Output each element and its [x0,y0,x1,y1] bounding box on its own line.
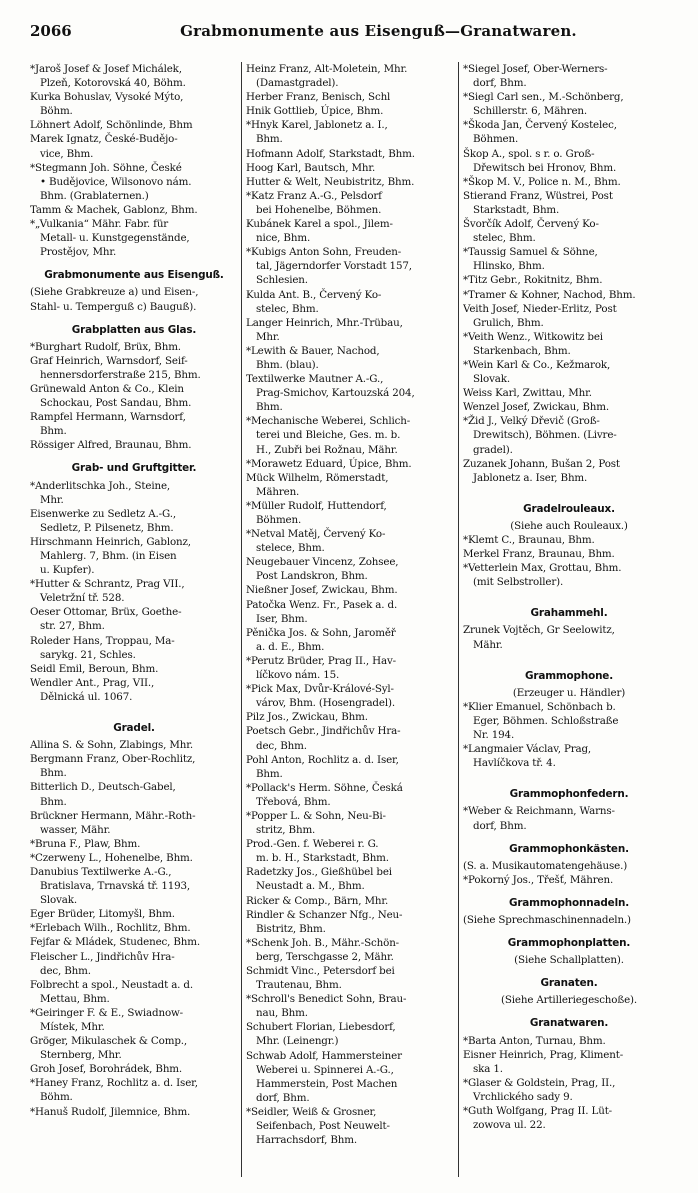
spacer [463,589,675,597]
entry-line: Seidl Emil, Beroun, Bhm. [30,662,159,675]
entry-line: *Schroll's Benedict Sohn, Brau- [246,993,407,1006]
entry-line: Marek Ignatz, České-Budějo- [30,133,178,146]
spacer [463,770,675,778]
column-divider [241,62,242,1177]
section-heading: Grabmonumente aus Eisenguß. [44,269,224,282]
entry-continuation: Slovak. [473,373,510,386]
column-middle [246,62,454,1177]
entry-line: *Langmaier Václav, Prag, [463,743,592,756]
entry-line: *Netval Matěj, Červený Ko- [246,528,386,541]
entry-line: Löhnert Adolf, Schönlinde, Bhm [30,119,193,132]
entry-continuation: stritz, Bhm. [256,824,316,837]
entry-line: Eisenwerke zu Sedletz A.-G., [30,507,176,520]
entry-line: *Barta Anton, Turnau, Bhm. [463,1034,606,1047]
entry-continuation: Dělnická ul. 1067. [40,690,133,703]
entry-line: Mück Wilhelm, Römerstadt, [246,471,389,484]
entry-continuation: zowova ul. 22. [473,1119,546,1132]
entry-line: Ricker & Comp., Bärn, Mhr. [246,894,389,907]
entry-line: Radetzky Jos., Gießhübel bei [246,866,392,879]
entry-continuation: Schillerstr. 6, Mähren. [473,105,587,118]
entry-line: *Weber & Reichmann, Warns- [463,805,615,818]
entry-line: *Guth Wolfgang, Prag II. Lüt- [463,1105,613,1117]
entry-line: Rampfel Hermann, Warnsdorf, [30,411,186,424]
entry-continuation: dorf, Bhm. [473,819,527,832]
entry-line: *Pollack's Herm. Söhne, Česká [246,781,403,794]
entry-continuation: Jablonetz a. Iser, Bhm. [473,471,588,484]
entry-continuation: Hammerstein, Post Machen [256,1077,398,1090]
entry-continuation: vice, Bhm. [40,147,94,160]
entry-continuation: stelec, Bhm. [473,232,536,245]
entry-line: Neugebauer Vincenz, Zohsee, [246,556,399,569]
entry-line: Eisner Heinrich, Prag, Kliment- [463,1048,624,1061]
entry-continuation: stelece, Bhm. [256,542,325,555]
entry-line: Wenzel Josef, Zwickau, Bhm. [463,401,610,414]
section-heading: Granaten. [540,977,598,990]
column-divider [458,62,459,1177]
column-left [30,62,238,1177]
entry-line: Rössiger Alfred, Braunau, Bhm. [30,439,192,452]
entry-line: Pěnička Jos. & Sohn, Jaroměř [246,626,396,639]
entry-line: *Taussig Samuel & Söhne, [463,246,598,259]
entry-continuation: Mhr. [40,493,64,506]
entry-continuation: Mähren. [256,485,300,498]
entry-line: *Haney Franz, Rochlitz a. d. Iser, [30,1077,198,1090]
entry-continuation: dorf, Bhm. [256,1091,310,1104]
entry-line: *Stegmann Joh. Söhne, České [30,161,182,174]
entry-line: *Tramer & Kohner, Nachod, Bhm. [463,288,636,301]
entry-line: Nießner Josef, Zwickau, Bhm. [246,584,398,597]
entry-line: (S. a. Musikautomatengehäuse.) [463,859,628,872]
entry-line: Stierand Franz, Wüstrei, Post [463,189,613,202]
entry-continuation: Grulich, Bhm. [473,316,544,329]
entry-continuation: H., Zubři bei Rožnau, Mähr. [256,443,398,456]
entry-continuation: Iser, Bhm. [256,612,308,625]
entry-line: Grünewald Anton & Co., Klein [30,382,184,395]
entry-continuation: Slovak. [40,894,77,907]
entry-continuation: Starkstadt, Bhm. [473,203,560,216]
section-heading: Grammophone. [524,669,614,682]
entry-continuation: m. b. H., Starkstadt, Bhm. [256,852,389,865]
entry-continuation: Mähr. [473,638,503,651]
entry-line: Fleischer L., Jindřichův Hra- [30,950,175,963]
entry-line: *Katz Franz A.-G., Pelsdorf [246,189,382,202]
entry-line: Gröger, Mikulaschek & Comp., [30,1035,188,1048]
entry-line: Schmidt Vinc., Petersdorf bei [246,965,395,977]
entry-line: Kurka Bohuslav, Vysoké Mýto, [30,91,184,104]
entry-continuation: Neustadt a. M., Bhm. [256,880,365,893]
entry-continuation: Bistritz, Bhm. [256,922,326,935]
entry-line: Groh Josef, Borohrádek, Bhm. [30,1063,183,1076]
entry-line: *Hutter & Schrantz, Prag VII., [30,578,185,591]
entry-line: *Morawetz Eduard, Úpice, Bhm. [246,457,412,470]
entry-continuation: tal, Jägerndorfer Vorstadt 157, [256,260,412,273]
entry-continuation: Bratislava, Trnavská tř. 1193, [40,880,191,893]
entry-line: *Bruna F., Plaw, Bhm. [30,837,141,850]
entry-line: *Schenk Joh. B., Mähr.-Schön- [246,936,399,949]
section-heading: Gradel. [113,722,155,735]
entry-continuation: Sternberg, Mhr. [40,1049,122,1062]
entry-line: Stahl- u. Temperguß c) Bauguß). [30,300,197,313]
entry-line: Oeser Ottomar, Brüx, Goethe- [30,606,182,619]
entry-continuation: (Damastgradel). [256,77,339,90]
entry-line: *Škop M. V., Police n. M., Bhm. [463,175,621,188]
entry-continuation: Eger, Böhmen. Schloßstraße [473,714,619,727]
directory-columns [30,62,675,1177]
entry-line: *Mechanische Weberei, Schlich- [246,415,411,428]
entry-line: Wendler Ant., Prag, VII., [30,676,155,689]
entry-continuation: dorf, Bhm. [473,77,527,90]
entry-line: Hnik Gottlieb, Úpice, Bhm. [246,105,384,118]
entry-continuation: Bhm. (Grablaternen.) [40,189,149,202]
entry-line: *Czerweny L., Hohenelbe, Bhm. [30,851,193,864]
entry-line: Bitterlich D., Deutsch-Gabel, [30,781,176,794]
entry-line: (Siehe Grabkreuze a) und Eisen-, [30,286,199,299]
entry-line: Švorčík Adolf, Červený Ko- [463,218,599,231]
entry-continuation: Schockau, Post Sandau, Bhm. [40,397,192,410]
entry-line: Schubert Florian, Liebesdorf, [246,1021,396,1034]
entry-continuation: str. 27, Bhm. [40,620,105,633]
page-number: 2066 [30,22,72,40]
entry-line: *Jaroš Josef & Josef Michálek, [30,63,182,75]
entry-continuation: Böhmen. [256,514,302,526]
entry-continuation: Mettau, Bhm. [40,992,110,1005]
entry-continuation: Nr. 194. [473,729,515,742]
entry-continuation: • Budějovice, Wilsonovo nám. [40,175,192,188]
column-right [463,62,675,1177]
entry-line: Rindler & Schanzer Nfg., Neu- [246,908,403,921]
entry-line: *Siegl Carl sen., M.-Schönberg, [463,91,624,104]
entry-line: *Žid J., Velký Dřevič (Groß- [463,415,600,428]
entry-line: *Geiringer F. & E., Swiadnow- [30,1006,184,1019]
entry-line: *Siegel Josef, Ober-Werners- [463,63,608,75]
entry-line: Schwab Adolf, Hammersteiner [246,1049,402,1062]
entry-line: Eger Brüder, Litomyšl, Bhm. [30,908,175,921]
entry-continuation: Starkenbach, Bhm. [473,344,571,357]
entry-line: (Siehe Sprechmaschinennadeln.) [463,913,631,926]
entry-line: Hoog Karl, Bautsch, Mhr. [246,161,376,174]
entry-line: Bergmann Franz, Ober-Rochlitz, [30,753,196,766]
entry-continuation: Bhm. (blau). [256,358,319,371]
entry-continuation: Havlíčkova tř. 4. [473,757,556,770]
entry-continuation: wasser, Mähr. [40,823,111,836]
entry-line: Textilwerke Mautner A.-G., [246,373,384,386]
entry-line: Allina S. & Sohn, Zlabings, Mhr. [30,739,194,752]
section-note: (Siehe Artilleriegeschoße). [500,994,637,1007]
entry-continuation: Böhm. [40,1091,73,1104]
entry-continuation: a. d. E., Bhm. [256,640,325,653]
spacer [463,652,675,660]
entry-line: Hirschmann Heinrich, Gablonz, [30,535,191,548]
entry-line: Pohl Anton, Rochlitz a. d. Iser, [246,753,399,766]
entry-continuation: Bhm. [256,401,283,414]
entry-continuation: Metall- u. Kunstgegenstände, [40,232,190,245]
entry-line: Zrunek Vojtěch, Gr Seelowitz, [463,624,615,637]
entry-continuation: bei Hohenelbe, Böhmen. [256,203,382,216]
entry-continuation: stelec, Bhm. [256,302,319,315]
entry-continuation: Bhm. [256,133,283,146]
section-note: (Siehe auch Rouleaux.) [510,519,628,532]
section-heading: Grahammehl. [530,607,608,620]
entry-line: Danubius Textilwerke A.-G., [30,865,172,878]
entry-line: Roleder Hans, Troppau, Ma- [30,634,175,647]
entry-line: Graf Heinrich, Warnsdorf, Seif- [30,354,188,367]
entry-line: *Perutz Brüder, Prag II., Hav- [246,654,396,667]
entry-line: *Pick Max, Dvůr-Králové-Syl- [246,683,394,696]
section-note: (Siehe Schallplatten). [514,954,624,967]
entry-line: Poetsch Gebr., Jindřichův Hra- [246,725,401,738]
entry-line: Škop A., spol. s r. o. Groß- [463,147,595,160]
entry-line: Heinz Franz, Alt-Moletein, Mhr. [246,63,408,75]
entry-line: Folbrecht a spol., Neustadt a. d. [30,978,193,991]
entry-continuation: Hlinsko, Bhm. [473,260,545,273]
entry-continuation: Mhr. (Leinengr.) [256,1035,339,1048]
entry-line: Pilz Jos., Zwickau, Bhm. [246,711,368,724]
entry-continuation: u. Kupfer). [40,564,95,577]
entry-line: Kulda Ant. B., Červený Ko- [246,288,382,301]
entry-line: *Titz Gebr., Rokitnitz, Bhm. [463,274,603,287]
entry-line: *Erlebach Wilh., Rochlitz, Bhm. [30,922,191,935]
entry-line: Brückner Hermann, Mähr.-Roth- [30,809,196,822]
entry-continuation: Prag-Smichov, Kartouzská 204, [256,387,415,400]
entry-continuation: Sedletz, P. Pilsenetz, Bhm. [40,521,174,534]
page-header [30,22,675,48]
entry-continuation: Plzeň, Kotorovská 40, Böhm. [40,77,186,90]
section-heading: Grammophonfedern. [509,788,629,801]
entry-continuation: Böhm. [40,105,73,118]
entry-line: *Müller Rudolf, Huttendorf, [246,499,387,512]
entry-continuation: nau, Bhm. [256,1007,308,1020]
entry-line: *Pokorný Jos., Třešť, Mähren. [463,873,614,886]
entry-line: Patočka Wenz. Fr., Pasek a. d. [246,598,398,611]
entry-continuation: terei und Bleiche, Ges. m. b. [256,429,401,442]
entry-continuation: Bhm. [256,767,283,780]
entry-line: Merkel Franz, Braunau, Bhm. [463,548,615,561]
entry-continuation: Dřewitsch bei Hronov, Bhm. [473,161,617,174]
entry-continuation: Místek, Mhr. [40,1021,105,1033]
entry-continuation: Třebová, Bhm. [256,795,331,808]
entry-continuation: sarykg. 21, Schles. [40,648,136,661]
entry-line: *Kubigs Anton Sohn, Freuden- [246,246,402,259]
entry-continuation: líčkovo nám. 15. [256,669,340,682]
entry-line: *Vetterlein Max, Grottau, Bhm. [463,562,622,575]
entry-line: Tamm & Machek, Gablonz, Bhm. [30,203,198,216]
entry-continuation: Post Landskron, Bhm. [256,570,368,583]
entry-line: *Veith Wenz., Witkowitz bei [463,330,603,343]
entry-line: *Seidler, Weiß & Grosner, [246,1105,377,1118]
entry-continuation: Seifenbach, Post Neuwelt- [256,1120,390,1133]
entry-line: Hofmann Adolf, Starkstadt, Bhm. [246,147,415,160]
section-note: (Erzeuger u. Händler) [512,686,626,699]
entry-line: *Burghart Rudolf, Brüx, Bhm. [30,340,181,353]
section-heading: Grammophonnadeln. [508,896,630,909]
entry-continuation: várov, Bhm. (Hosengradel). [256,697,395,710]
entry-line: *Klier Emanuel, Schönbach b. [463,700,616,713]
entry-line: *Škoda Jan, Červený Kostelec, [463,119,617,132]
entry-line: Zuzanek Johann, Bušan 2, Post [463,457,620,470]
entry-line: Hutter & Welt, Neubistritz, Bhm. [246,175,415,188]
section-heading: Grammophonkästen. [509,842,629,855]
entry-line: Langer Heinrich, Mhr.-Trübau, [246,316,403,329]
entry-continuation: Drewitsch), Böhmen. (Livre- [473,429,617,442]
entry-continuation: Vrchlického sady 9. [473,1090,573,1103]
entry-line: Kubánek Karel a spol., Jilem- [246,218,393,231]
entry-line: *Glaser & Goldstein, Prag, II., [463,1076,616,1089]
entry-line: *Wein Karl & Co., Kežmarok, [463,358,611,371]
spacer [463,485,675,493]
entry-continuation: gradel). [473,443,513,456]
entry-line: Prod.-Gen. f. Weberei r. G. [246,838,379,851]
entry-line: Fejfar & Mládek, Studenec, Bhm. [30,936,201,949]
entry-continuation: nice, Bhm. [256,232,311,245]
entry-line: *Popper L. & Sohn, Neu-Bi- [246,809,386,822]
entry-line: *Lewith & Bauer, Nachod, [246,344,380,357]
entry-continuation: Trautenau, Bhm. [256,979,342,992]
entry-line: *Hanuš Rudolf, Jilemnice, Bhm. [30,1105,191,1118]
entry-line: *Anderlitschka Joh., Steine, [30,479,171,492]
entry-line: Weiss Karl, Zwittau, Mhr. [463,387,592,400]
entry-line: *Klemt C., Braunau, Bhm. [463,534,595,546]
entry-continuation: Mhr. [256,330,280,343]
section-heading: Grabplatten aus Glas. [71,323,197,336]
entry-continuation: Bhm. [40,425,67,438]
entry-continuation: hennersdorferstraße 215, Bhm. [40,368,201,381]
section-heading: Granatwaren. [529,1017,609,1030]
entry-continuation: (mit Selbstroller). [473,576,564,589]
entry-continuation: Harrachsdorf, Bhm. [256,1134,358,1147]
section-heading: Grab- und Gruftgitter. [71,462,197,475]
entry-continuation: Mahlerg. 7, Bhm. (in Eisen [40,550,177,562]
entry-continuation: Veletržní tř. 528. [40,592,125,605]
entry-continuation: dec, Bhm. [256,739,307,752]
section-heading: Gradelrouleaux. [523,502,615,515]
page-title: Grabmonumente aus Eisenguß—Granatwaren. [180,22,577,40]
entry-continuation: dec, Bhm. [40,964,91,977]
entry-continuation: Schlesien. [256,274,308,287]
entry-continuation: ska 1. [473,1062,503,1075]
entry-continuation: Weberei u. Spinnerei A.-G., [256,1063,394,1076]
entry-continuation: Böhmen. [473,133,519,146]
entry-line: *„Vulkania“ Mähr. Fabr. für [30,218,169,231]
entry-line: *Hnyk Karel, Jablonetz a. I., [246,119,388,132]
spacer [30,704,238,712]
section-heading: Grammophonplatten. [507,937,631,950]
entry-continuation: Bhm. [40,767,67,780]
entry-line: Herber Franz, Benisch, Schl [246,91,391,104]
entry-continuation: Bhm. [40,795,67,808]
entry-continuation: berg, Terschgasse 2, Mähr. [256,950,394,963]
entry-line: Veith Josef, Nieder-Erlitz, Post [463,302,617,315]
entry-continuation: Prostějov, Mhr. [40,246,117,259]
